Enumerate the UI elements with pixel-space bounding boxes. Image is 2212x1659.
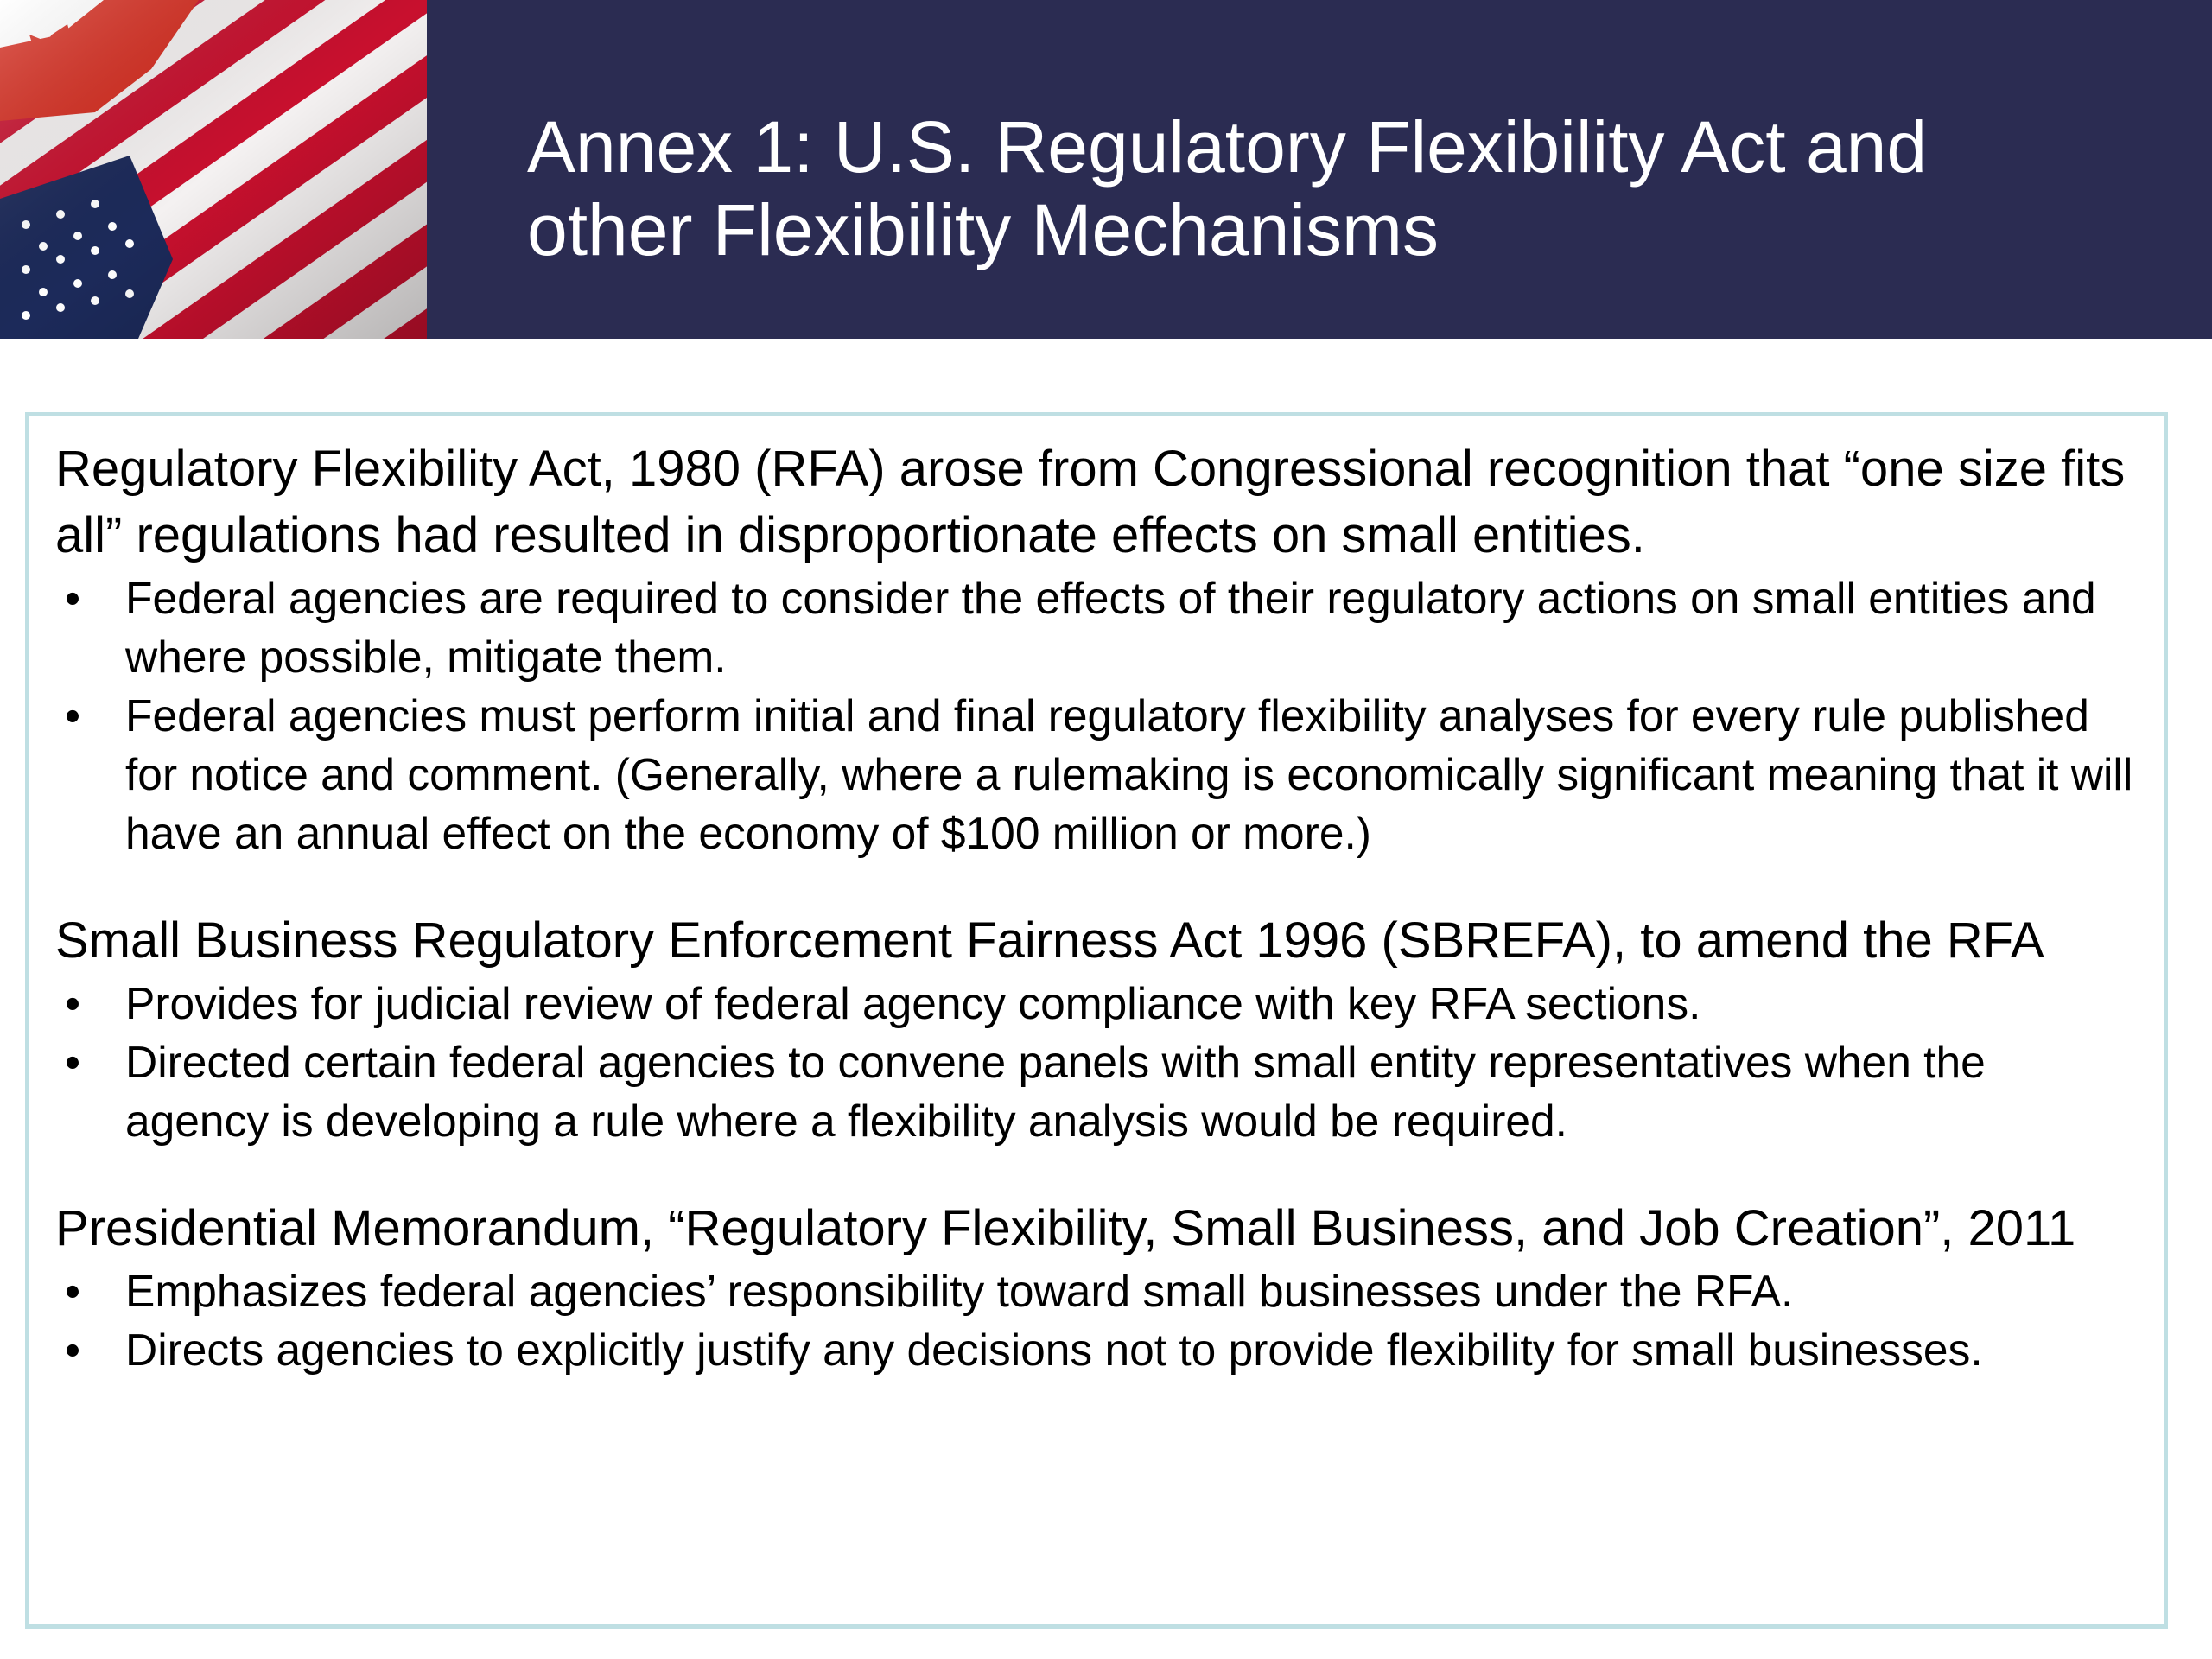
bullet-text: Emphasizes federal agencies’ responsibility toward small businesses under the RFA.: [125, 1266, 1794, 1316]
bullet-list: [55, 974, 2138, 1150]
bullet-item: [55, 569, 2138, 686]
bullet-item: [55, 1033, 2138, 1150]
section-heading: Presidential Memorandum, “Regulatory Flexibility, Small Business, and Job Creation”, 2011: [55, 1200, 2076, 1256]
bullet-symbol: •: [64, 573, 81, 623]
slide-title-line-2: other Flexibility Mechanisms: [527, 189, 1440, 270]
bullet-text: Federal agencies are required to consider the effects of their regulatory actions on small entities and where possible, mitigate them.: [125, 573, 2096, 682]
bullet-text: Directed certain federal agencies to convene panels with small entity representatives when the agency is developing a rule where a flexibility analysis would be required.: [125, 1037, 1986, 1146]
bullet-text: Provides for judicial review of federal agency compliance with key RFA sections.: [125, 978, 1701, 1028]
slide-title-line-1: Annex 1: U.S. Regulatory Flexibility Act and: [527, 106, 1928, 188]
bullet-item: [55, 1320, 2138, 1379]
section-heading: Small Business Regulatory Enforcement Fairness Act 1996 (SBREFA), to amend the RFA: [55, 912, 2044, 969]
bullet-list: [55, 569, 2138, 862]
bullet-item: [55, 686, 2138, 862]
section-heading: Regulatory Flexibility Act, 1980 (RFA) arose from Congressional recognition that “one size fits all” regulations had resulted in disproportionate effects on small entities.: [55, 441, 2126, 563]
slide-title: [527, 105, 2169, 271]
content-box: [25, 412, 2168, 1629]
bullet-text: Federal agencies must perform initial and final regulatory flexibility analyses for every rule published for notice and comment. (Generally, where a rulemaking is economically significant meaning that it will have an annual effect on the economy of $100 million or more.): [125, 690, 2133, 858]
header-banner: [0, 0, 2212, 339]
bullet-text: Directs agencies to explicitly justify any decisions not to provide flexibility for small businesses.: [125, 1325, 1983, 1375]
bullet-symbol: •: [64, 1037, 81, 1087]
section-presidential-memorandum: [55, 1195, 2138, 1379]
canada-us-flags-icon: [0, 0, 427, 339]
bullet-symbol: •: [64, 1325, 81, 1375]
bullet-symbol: •: [64, 1266, 81, 1316]
bullet-symbol: •: [64, 978, 81, 1028]
bullet-item: [55, 1262, 2138, 1320]
bullet-list: [55, 1262, 2138, 1379]
bullet-symbol: •: [64, 690, 81, 741]
bullet-item: [55, 974, 2138, 1033]
section-rfa: [55, 435, 2138, 862]
section-sbrefa: [55, 907, 2138, 1150]
